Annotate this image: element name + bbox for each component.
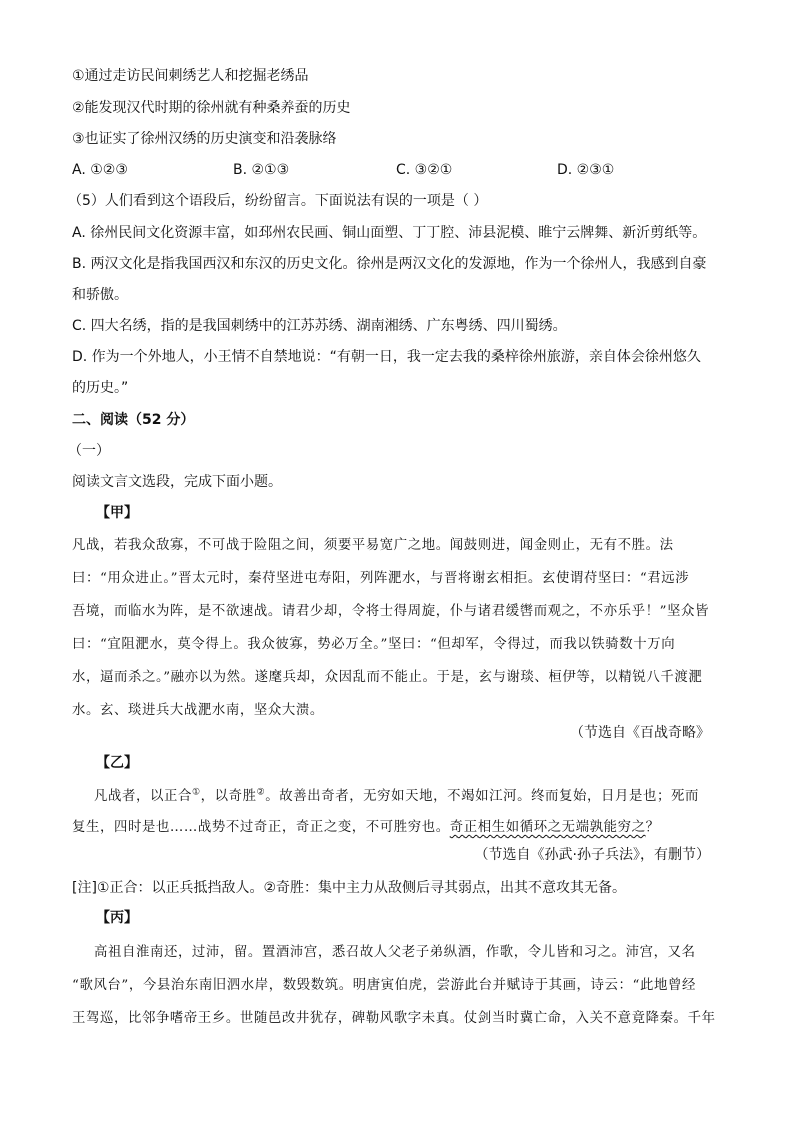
passage-bing-line: 王驾巡，比邻争嗜帝王乡。世随邑改井犹存，碑勒风歌字未真。仗剑当时冀亡命，入关不意竟降秦。千年	[72, 1011, 716, 1026]
q5-option-c: C. 四大名绣，指的是我国刺绣中的江苏苏绣、湖南湘绣、广东粤绣、四川蜀绣。	[72, 318, 567, 334]
section-heading: 二、阅读（52 分）	[72, 412, 195, 428]
passage-yi-line2	[72, 818, 660, 838]
question-5-stem: （5）人们看到这个语段后，纷纷留言。下面说法有误的一项是（ ）	[68, 193, 488, 209]
q5-option-a: A. 徐州民间文化资源丰富，如邳州农民画、铜山面塑、丁丁腔、沛县泥模、睢宁云牌舞、新沂剪纸等。	[72, 225, 707, 241]
q5-option-d-line2: 的历史。”	[72, 380, 129, 396]
passage-bing-line: “歌风台”，今县治东南旧泗水岸，数毁数筑。明唐寅伯虎，尝游此台并赋诗于其画，诗云：“此地曾经	[72, 978, 696, 993]
passage-bing-label: 【丙】	[96, 910, 138, 926]
passage-jia-line: 曰：“宜阻淝水，莫令得上。我众彼寡，势必万全。”坚曰：“但却军，令得过，而我以铁骑数十万向	[72, 637, 676, 652]
reading-instruction: 阅读文言文选段，完成下面小题。	[72, 474, 282, 490]
passage-yi-label: 【乙】	[96, 755, 138, 771]
passage-jia-line: 吾境，而临水为阵，是不欲速战。请君少却，令将士得周旋，仆与诸君缓辔而观之，不亦乐乎！”坚众皆	[72, 604, 710, 619]
annotation-notes: [注]①正合：以正兵抵挡敌人。②奇胜：集中主力从敌侧后寻其弱点，出其不意攻其无备。	[72, 880, 627, 896]
passage-bing-line: 高祖自淮南还，过沛，留。置酒沛宫，悉召故人父老子弟纵酒，作歌，令儿皆和习之。沛宫，又名	[94, 945, 696, 960]
choice-a: A. ①②③	[72, 162, 128, 178]
passage-jia-line: 曰：“用众进止。”晋太元时，秦苻坚进屯寿阳，列阵淝水，与晋将谢玄相拒。玄使谓苻坚曰：“君远涉	[72, 571, 690, 586]
passage-yi-source: （节选自《孙武·孙子兵法》，有删节）	[474, 847, 710, 863]
part-number: （一）	[68, 443, 110, 459]
note-marker: ①	[191, 787, 201, 798]
yi-text: 凡战者，以正合	[94, 789, 192, 804]
underlined-sentence: 奇正相生如循环之无端孰能穷之	[449, 820, 646, 835]
passage-yi-line1	[94, 787, 699, 807]
option-1-text: ①通过走访民间刺绣艺人和挖掘老绣品	[72, 68, 309, 84]
passage-jia-source: （节选自《百战奇略》	[570, 725, 710, 741]
yi-text: 复生，四时是也……战势不过奇正，奇正之变，不可胜穷也。	[72, 820, 450, 835]
yi-text: ，以奇胜	[200, 789, 257, 804]
yi-text: 。故善出奇者，无穷如天地，不竭如江河。终而复始，日月是也；死而	[265, 789, 699, 804]
passage-jia-line: 凡战，若我众敌寡，不可战于险阻之间，须要平易宽广之地。闻鼓则进，闻金则止，无有不胜。法	[72, 538, 674, 553]
note-marker: ②	[256, 787, 266, 798]
q5-option-b-line1: B. 两汉文化是指我国西汉和东汉的历史文化。徐州是两汉文化的发源地，作为一个徐州人，我感到自豪	[72, 256, 707, 272]
q5-option-b-line2: 和骄傲。	[72, 287, 128, 303]
choice-d: D. ②③①	[557, 162, 615, 178]
option-2-text: ②能发现汉代时期的徐州就有种桑养蚕的历史	[72, 100, 351, 116]
choice-c: C. ③②①	[396, 162, 453, 178]
passage-jia-line: 水。玄、琰进兵大战淝水南，坚众大溃。	[72, 703, 324, 718]
passage-jia-line: 水，逼而杀之。”融亦以为然。遂麾兵却，众因乱而不能止。于是，玄与谢琰、桓伊等，以精锐八千渡淝	[72, 670, 703, 685]
passage-jia-label: 【甲】	[96, 505, 138, 521]
option-3-text: ③也证实了徐州汉绣的历史演变和沿袭脉络	[72, 131, 337, 147]
choice-b: B. ②①③	[233, 162, 290, 178]
yi-text: ？	[645, 820, 660, 835]
q5-option-d-line1: D. 作为一个外地人，小王情不自禁地说：“有朝一日，我一定去我的桑梓徐州旅游，亲自体会徐州悠久	[72, 349, 701, 365]
